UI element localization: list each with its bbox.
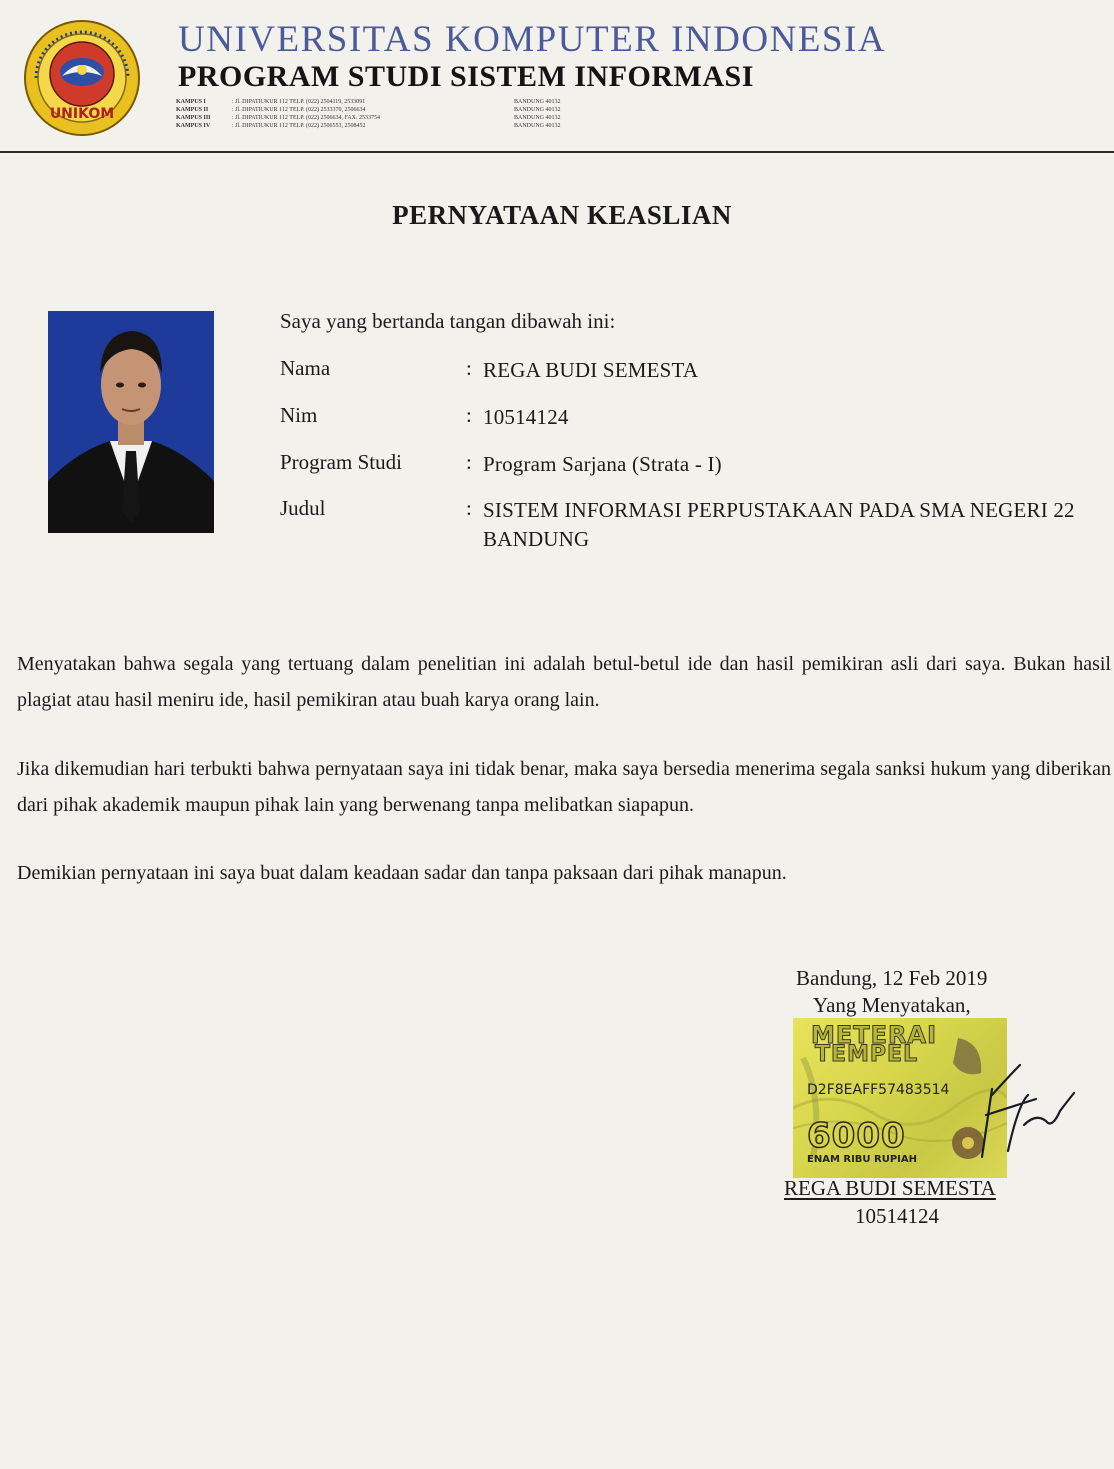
university-name: UNIVERSITAS KOMPUTER INDONESIA — [178, 19, 887, 60]
campus-address-row — [176, 122, 616, 130]
campus-name: KAMPUS I — [176, 99, 206, 105]
document-title: PERNYATAAN KEASLIAN — [392, 200, 732, 230]
field-label: Program Studi — [280, 450, 402, 474]
field-separator: : — [466, 450, 472, 474]
campus-address-row — [176, 98, 616, 106]
field-label: Nama — [280, 356, 331, 380]
field-value: Program Sarjana (Strata - I) — [483, 452, 722, 476]
stamp-line1: METERAI — [811, 1021, 938, 1049]
campus-city: BANDUNG 40132 — [514, 107, 561, 113]
field-label: Nim — [280, 403, 318, 427]
closing-paragraph: Demikian pernyataan ini saya buat dalam keadaan sadar dan tanpa paksaan dari pihak manapun. — [17, 862, 787, 884]
sanction-paragraph: Jika dikemudian hari terbukti bahwa pernyataan saya ini tidak benar, maka saya bersedia menerima segala sanksi hukum yang diberikan dari pihak akademik maupun pihak lain yang berwenang tanpa melibatkan siapapun. — [17, 758, 1111, 816]
campus-city: BANDUNG 40132 — [514, 123, 561, 129]
intro-text: Saya yang bertanda tangan dibawah ini: — [280, 309, 616, 333]
place-and-date: Bandung, 12 Feb 2019 — [796, 966, 988, 990]
campus-name: KAMPUS IV — [176, 123, 211, 129]
campus-city: BANDUNG 40132 — [514, 115, 561, 121]
signer-role: Yang Menyatakan, — [813, 993, 971, 1017]
campus-address: : Jl. DIPATIUKUR 112 TELP. (022) 2506553, 2508452 — [232, 123, 366, 129]
unikom-logo — [22, 18, 142, 138]
handwritten-signature — [940, 1055, 1080, 1165]
field-value: 10514124 — [483, 405, 569, 429]
campus-name: KAMPUS III — [176, 115, 211, 121]
student-photo — [48, 311, 214, 533]
stamp-code: D2F8EAFF57483514 — [807, 1082, 950, 1098]
stamp-value: 6000 — [807, 1116, 906, 1156]
campus-address: : Jl. DIPATIUKUR 112 TELP. (022) 2533370, 2506634 — [232, 107, 366, 113]
field-label: Judul — [280, 496, 326, 520]
stamp-line2: TEMPEL — [815, 1042, 919, 1067]
program-name: PROGRAM STUDI SISTEM INFORMASI — [178, 60, 754, 93]
campus-address-row — [176, 114, 616, 122]
signer-nim: 10514124 — [855, 1204, 939, 1228]
statement-paragraph: Menyatakan bahwa segala yang tertuang dalam penelitian ini adalah betul-betul ide dan hasil pemikiran asli dari saya. Bukan hasil plagiat atau hasil meniru ide, hasil pemikiran atau buah karya orang lain. — [17, 653, 1111, 711]
stamp-value-words: ENAM RIBU RUPIAH — [807, 1154, 917, 1165]
header-divider — [0, 151, 1114, 153]
campus-address-row — [176, 106, 616, 114]
field-separator: : — [466, 403, 472, 427]
logo-text: UNIKOM — [49, 106, 115, 122]
campus-address: : Jl. DIPATIUKUR 112 TELP. (022) 2504119, 2533091 — [232, 99, 366, 105]
field-value: REGA BUDI SEMESTA — [483, 358, 699, 382]
signer-name: REGA BUDI SEMESTA — [784, 1176, 996, 1200]
field-separator: : — [466, 356, 472, 380]
campus-address: : Jl. DIPATIUKUR 112 TELP. (022) 2506634, FAX. 2533754 — [232, 115, 381, 121]
field-value: SISTEM INFORMASI PERPUSTAKAAN PADA SMA NEGERI 22 BANDUNG — [483, 498, 1075, 551]
campus-address-list — [176, 98, 616, 130]
field-separator: : — [466, 496, 472, 520]
campus-name: KAMPUS II — [176, 107, 209, 113]
campus-city: BANDUNG 40132 — [514, 99, 561, 105]
